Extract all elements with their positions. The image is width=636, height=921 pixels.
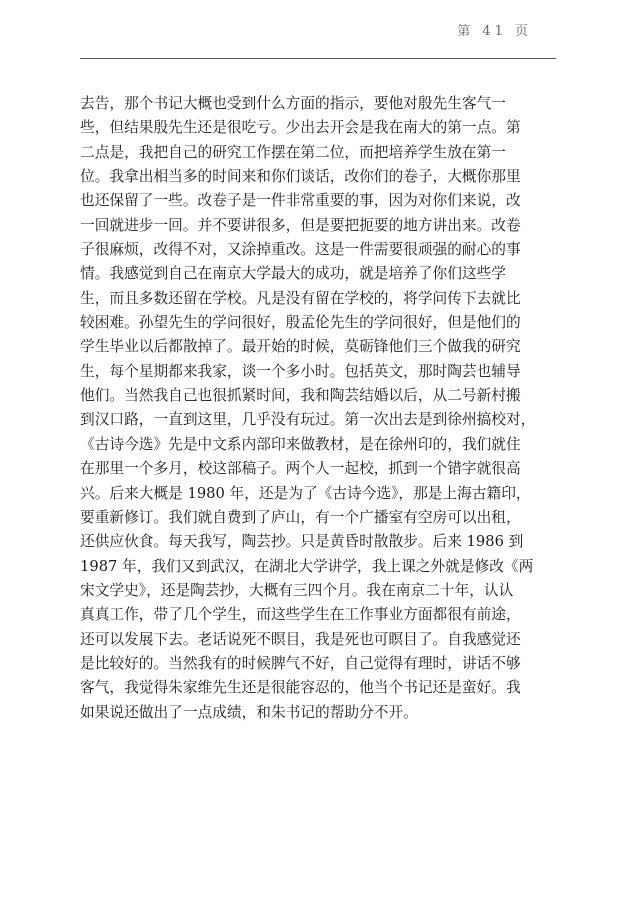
text-line: 兴。后来大概是 1980 年，还是为了《古诗今选》，那是上海古籍印，: [80, 484, 531, 502]
text-line: 宋文学史》，还是陶芸抄，大概有三四个月。我在南京二十年，认认: [80, 581, 514, 599]
text-line: 要重新修订。我们就自费到了庐山，有一个广播室有空房可以出租，: [80, 508, 521, 526]
text-line: 些，但结果殷先生还是很吃亏。少出去开会是我在南大的第一点。第: [80, 119, 521, 137]
text-line: 是比较好的。当然我有的时候脾气不好，自己觉得有理时，讲话不够: [80, 654, 521, 672]
text-line: 客气，我觉得朱家维先生还是很能容忍的，他当个书记还是蛮好。我: [80, 679, 521, 697]
text-line: 生，而且多数还留在学校。凡是没有留在学校的，将学问传下去就比: [80, 289, 521, 307]
text-line: 子很麻烦，改得不对，又涂掉重改。这是一件需要很顽强的耐心的事: [80, 241, 521, 259]
text-line: 还供应伙食。每天我写，陶芸抄。只是黄昏时散散步。后来 1986 到: [80, 533, 524, 551]
text-line: 生，每个星期都来我家，谈一个多小时。包括英文，那时陶芸也辅导: [80, 362, 521, 380]
text-line: 也还保留了一些。改卷子是一件非常重要的事，因为对你们来说，改: [80, 192, 521, 210]
page-header: [80, 14, 556, 59]
text-line: 情。我感觉到自己在南京大学最大的成功，就是培养了你们这些学: [80, 265, 506, 283]
text-line: 如果说还做出了一点成绩，和朱书记的帮助分不开。: [80, 703, 418, 721]
text-line: 学生毕业以后都散掉了。最开始的时候，莫砺锋他们三个做我的研究: [80, 338, 521, 356]
page-number: 第 41 页: [457, 24, 532, 39]
text-line: 在那里一个多月，校这部稿子。两个人一起校，抓到一个错字就很高: [80, 460, 521, 478]
text-line: 《古诗今选》先是中文系内部印来做教材，是在徐州印的，我们就住: [80, 435, 521, 453]
text-line: 真真工作，带了几个学生，而这些学生在工作事业方面都很有前途，: [80, 606, 521, 624]
text-line: 他们。当然我自己也很抓紧时间，我和陶芸结婚以后，从二号新村搬: [80, 387, 521, 405]
text-line: 去告，那个书记大概也受到什么方面的指示，要他对殷先生客气一: [80, 95, 506, 112]
text-line: 较困难。孙望先生的学问很好，殷孟伦先生的学问很好，但是他们的: [80, 314, 521, 332]
text-line: 1987 年，我们又到武汉，在湖北大学讲学，我上课之外就是修改《两: [80, 557, 534, 575]
text-line: 位。我拿出相当多的时间来和你们谈话，改你们的卷子，大概你那里: [80, 168, 521, 186]
text-line: 还可以发展下去。老话说死不瞑目，我是死也可瞑目了。自我感觉还: [80, 630, 521, 648]
text-line: 二点是，我把自己的研究工作摆在第二位，而把培养学生放在第一: [80, 143, 506, 161]
text-line: 到汉口路，一直到这里，几乎没有玩过。第一次出去是到徐州搞校对，: [80, 411, 536, 429]
body-text: [80, 92, 556, 725]
text-line: 一回就进步一回。并不要讲很多，但是要把扼要的地方讲出来。改卷: [80, 216, 521, 234]
